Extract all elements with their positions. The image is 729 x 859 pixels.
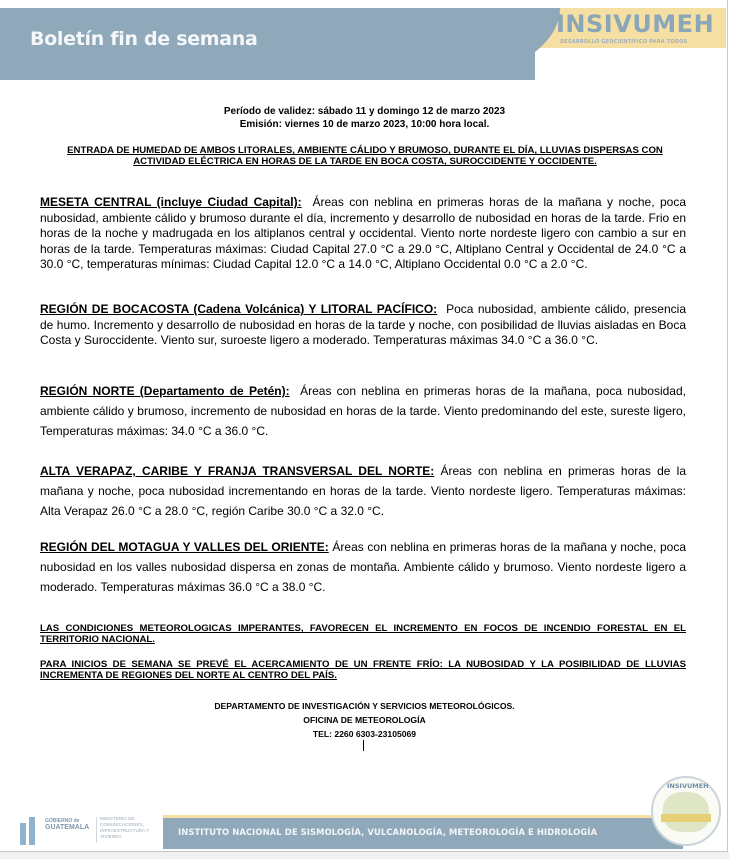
validity-block xyxy=(0,105,729,131)
region-bocacosta xyxy=(40,302,686,349)
issue-date: Emisión: viernes 10 de marzo 2023, 10:00 hora local. xyxy=(239,119,490,130)
region-forecast: Poca nubosidad, ambiente cálido, presencia de humo. Incremento y desarrollo de nubosidad en horas de la tarde y noche, con posibilidad de lluvias aisladas en Boca Costa y Suroccidente. Viento sur, suroeste ligero a moderado. Temperaturas máximas 34.0 °C a 36.0 °C. xyxy=(40,302,686,348)
region-forecast: Áreas con neblina en primeras horas de la mañana y noche, poca nubosidad incrementando en horas de la tarde. Viento nordeste ligero. Temperaturas máximas: Alta Verapaz 26.0 °C a 28.0 °C, región Caribe 30.0 °C a 32.0 °C. xyxy=(40,464,687,518)
institute-name: INSTITUTO NACIONAL DE SISMOLOGÍA, VULCANOLOGÍA, METEOROLOGÍA E HIDROLOGÍA xyxy=(178,827,598,837)
header-curve xyxy=(440,8,560,80)
region-motagua xyxy=(40,537,686,597)
region-name: MESETA CENTRAL (incluye Ciudad Capital): xyxy=(40,195,302,209)
map-graphic xyxy=(663,792,709,832)
notice-cold-front: PARA INICIOS DE SEMANA SE PREVÉ EL ACERCAMIENTO DE UN FRENTE FRÍO: LA NUBOSIDAD Y LA POSIBILIDAD DE LLUVIAS INCREMENTA DE REGIONES DEL NORTE AL CENTRO DEL PAÍS. xyxy=(40,659,686,681)
gov-label: GOBIERNO de xyxy=(45,818,80,824)
seal-label: INSIVUMEH xyxy=(667,782,709,790)
header-banner xyxy=(0,8,728,80)
text-cursor xyxy=(363,740,364,751)
government-logo xyxy=(20,815,160,847)
gov-country: GUATEMALA xyxy=(45,824,90,831)
region-alta-verapaz xyxy=(40,461,686,521)
contact-block xyxy=(0,699,729,741)
region-name: REGIÓN DE BOCACOSTA (Cadena Volcánica) Y LITORAL PACÍFICO: xyxy=(40,302,438,316)
phone-number: TEL: 2260 6303-23105069 xyxy=(312,729,417,739)
validity-period: Período de validez: sábado 11 y domingo 12 de marzo 2023 xyxy=(223,106,506,117)
region-forecast: Áreas con neblina en primeras horas de la mañana y noche, poca nubosidad, ambiente cálido y brumoso durante el día, incremento y desarrollo de nubosidad en horas de la tarde. Frio en horas de la noche y madrugada en los altiplanos central y occidental. Viento norte nordeste ligero con cambio a sur en horas de la tarde. Temperaturas máximas: Ciudad Capital 27.0 °C a 29.0 °C, Altiplano Central y Occidental de 24.0 °C a 30.0 °C, temperaturas mínimas: Ciudad Capital 12.0 °C a 14.0 °C, Altiplano Occidental 0.0 °C a 2.0 °C. xyxy=(40,195,686,272)
region-name: REGIÓN DEL MOTAGUA Y VALLES DEL ORIENTE: xyxy=(40,540,329,554)
region-forecast: Áreas con neblina en primeras horas de la mañana, poca nubosidad, ambiente cálido y brumoso, incremento de nubosidad en horas de la tarde. Viento predominando del este, sureste ligero, Temperaturas máximas: 34.0 °C a 36.0 °C. xyxy=(40,384,686,438)
notice-forest-fires: LAS CONDICIONES METEOROLOGICAS IMPERANTES, FAVORECEN EL INCREMENTO EN FOCOS DE INCENDIO FORESTAL EN EL TERRITORIO NACIONAL. xyxy=(40,623,686,645)
logo-divider xyxy=(96,817,97,843)
seal-stripe xyxy=(661,814,711,822)
bulletin-headline: ENTRADA DE HUMEDAD DE AMBOS LITORALES, AMBIENTE CÁLIDO Y BRUMOSO, DURANTE EL DÍA, LLUVIAS DISPERSAS CON ACTIVIDAD ELÉCTRICA EN HORAS DE LA TARDE EN BOCA COSTA, SUROCCIDENTE Y OCCIDENTE. xyxy=(67,145,663,167)
ministry-name: MINISTERIO DE COMUNICACIONES, INFRAESTRUCTURA Y VIVIENDA xyxy=(100,816,150,839)
footer-banner xyxy=(163,815,683,849)
office-name: OFICINA DE METEOROLOGÍA xyxy=(303,715,426,725)
region-forecast: Áreas con neblina en primeras horas de la mañana y noche, poca nubosidad en los valles nubosidad dispersa en zonas de montaña. Ambiente cálido y brumoso. Viento nordeste ligero a moderado. Temperaturas máximas 36.0 °C a 38.0 °C. xyxy=(40,540,686,594)
region-name: ALTA VERAPAZ, CARIBE Y FRANJA TRANSVERSAL DEL NORTE: xyxy=(40,464,435,478)
page-gutter xyxy=(0,852,729,859)
bulletin-title: Boletín fin de semana xyxy=(30,28,258,50)
logo-tagline: DESARROLLO GEOCIENTÍFICO PARA TODOS xyxy=(560,39,688,45)
insivumeh-seal-icon xyxy=(651,776,721,846)
department-name: DEPARTAMENTO DE INVESTIGACIÓN Y SERVICIOS METEOROLÓGICOS. xyxy=(214,701,515,711)
region-name: REGIÓN NORTE (Departamento de Petén): xyxy=(40,384,290,398)
insivumeh-logo: INSIVUMEH xyxy=(556,10,715,38)
region-meseta-central xyxy=(40,195,686,273)
region-norte xyxy=(40,381,686,441)
